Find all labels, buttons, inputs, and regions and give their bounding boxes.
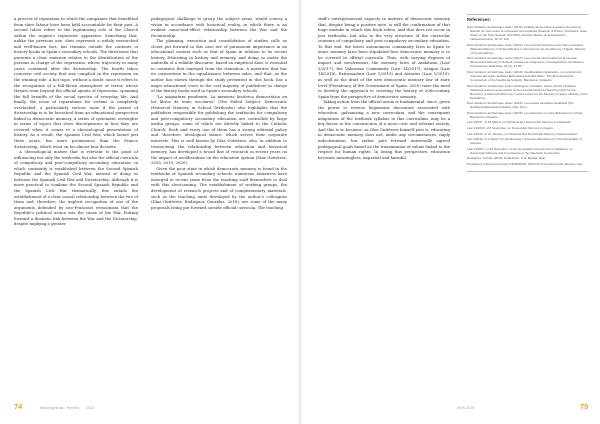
left-page-column-2 bbox=[151, 16, 287, 210]
journal-name: Historiografías / Revista bbox=[40, 406, 79, 410]
paragraph: Taking action from the official arena is fundamental, since, given the power to reverse hegemonic discourses associated with education, galvanising a new curriculum, and the consequent adaptation of the textbook syllabus to this curriculum, may be a key factor in the construction of a more civic and tolerant society. And this is so because, as Díaz Gutiérrez himself puts it, educating in democratic memory does not, under any circumstances, imply indoctrination, but rather puts forward universally agreed pedagogical goals based on the transmission of values linked to the respect for human rights. In losing this perspective, education becomes meaningless, impartial and harmful. bbox=[318, 99, 450, 160]
left-page-column-1 bbox=[14, 16, 138, 227]
reference-item: Díaz Gutiérrez and Enrique Javier (2017). La memoria democrática en la escuela [Democratic Memory in School]. Anuario de Integración. Investigaciones científicas e innovaciones didácticas. 23 (2): 41-50. bbox=[467, 56, 585, 69]
reference-item: Díaz Gutiérrez and Enrique Javier (2020). La educación en crisis [Education in Crisis]. Barcelona: Octaedro. bbox=[467, 110, 584, 119]
paragraph: staff's entrepreneurial capacity in matters of democratic memory that, despite being a positive note, is still the confirmation of that huge mistake in which this book refers, and that does not occur in just textbooks, but also in the very structure of the curricular contents of compulsory and post-compulsory secondary education. To this end, the latest autonomous community laws in Spain to enact memory laws have stipulated how democratic memory is to be covered in official curricula. Thus, with varying degrees of impact and involvement, the memory laws of Andalusia (Law 2/2017), the Valencian Community (Law 14/2017), Aragon (Law 14/2018), Extremadura (Law 1/2019) and Asturias (Law 1/2019), as well as the draft of the new democratic memory law of state level (Presidency of the Government of Spain, 2020) raise the need to develop the approach to covering the history of 20th-century Spain from the perspective of democratic memory. bbox=[318, 16, 450, 99]
right-page bbox=[302, 0, 600, 424]
paragraph: "La asignatura pendiente. La memoria histórica democrática en los libros de texto escolares" (The Failed Subject. Democratic Historical Memory in School Textbooks) also highlights that the publishers responsible for publishing the textbooks for compulsory and post-compulsory secondary education are controlled by large media groups, some of which are directly linked to the Catholic Church. Each and every one of them has a strong editorial policy and, therefore, ideological stance, which serves their corporate interests. This is well known by Díaz Gutiérrez, who, in addition to researching the relationship between education and historical memory, has developed a broad line of research in recent years on the impact of neoliberalism on the education system (Díaz Gutiérrez, 2016, 2019, 2020). bbox=[151, 93, 287, 166]
paragraph: Given the poor state in which democratic memory is found in the textbooks of Spanish secondary schools, numerous initiatives have emerged in recent years from the teaching staff themselves to deal with this shortcoming. The establishment of working groups, the development of research projects and of complementary materials, such as the teaching units developed by the author's colleagues (Díaz Gutiérrez, Rodríguez González, 2018), are some of the many proposals being put forward outside official curricula. The teaching bbox=[151, 165, 287, 210]
reference-item: Law 2/2017, of 28 March, on Historical and Democratic Memory in Andalusia. bbox=[467, 120, 572, 125]
issue-label: 2023 bbox=[86, 406, 94, 410]
reference-item: Law 14/2017, of 10 November, of the Generalitat Government of Catalonia, on Democratic Memory and Coexistence in the Valencian Community. bbox=[467, 146, 573, 155]
reference-item: Díaz Gutiérrez and Enrique Javier (2016). Análisis de los libros escolares de historia. Estudio de caso sobre la propuesta civil española [Analysis of History Textbooks. Case Study on the Post-Spanish Civil War]. Revista Historia de la Educación Latinoamericana, 18, 97-118. bbox=[467, 25, 587, 42]
reference-item: Díaz Gutiérrez and Enrique Javier (2013). La memoria histórica en las libros escolares [Historical Memory in School Books]. Lucha Forums for the Memory of Spain. Ministry of the Presidency. bbox=[467, 42, 586, 55]
references-box bbox=[467, 14, 588, 172]
references-heading: References: bbox=[467, 17, 491, 22]
references-list bbox=[467, 25, 588, 166]
paragraph: a process of reparation in which the companies that benefitted from slave labour have been held accountable for their past. A second taboo refers to the legitimising role of the Church within the regime's repressive apparatus. Something that, unlike the previous one, does represent a widely researched and well-known fact, but remains outside the contents of history books in Spain's secondary schools. The third issue that presents a clear omission relates to the identification of the persons in charge of the repression, whose trajectory in many cases continued after the dictatorship. The fourth taboo concerns civil society that was complicit in the repression on the winning side. A hot topic, without a doubt, since it refers to the recognition of a full-blown atmosphere of terror, whose threats went beyond the official agents of repression, spanning the full breadth of the social spectra of everyday life. And finally, the issue of reparations for victims is completely overlooked, a particularly serious issue if the period of dictatorship is to be broached from an educational perspective linked to democratic memory. A series of systematic oversights in terms of topics that show discrepancies in how they are covered when it comes to a chronological presentation of history. As a result, the Spanish Civil War, which lasted just three years, has more prominence than the Franco dictatorship, which went on for almost four decades. bbox=[14, 16, 139, 149]
reference-item: Díaz Gutiérrez and Enrique Javier, Rodríguez González, Javier (2019). Unidades didácticas para la recuperación de la memoria histórica [Teaching Units for the Recovery of Historical Memory]. Lucha Forums for the Memory of Spain. Ministry of the Presidency. bbox=[467, 83, 588, 100]
page-number-right: 75 bbox=[580, 402, 589, 411]
reference-item: Law 1/2019, of 1 March, for the Recovery of Democratic Memory in the Principality of Asturias. bbox=[467, 137, 582, 146]
reference-item: Presidency of the Government (15/09/2020). Draft bill of the Democratic Memory Law. bbox=[467, 161, 583, 166]
reference-item: Law 1/2019, of 21 January, on Historical and Democratic Memory in Extremadura. bbox=[467, 131, 578, 136]
reference-item: Rodríguez, Antonio (2019). Evaluación: C.N. Madrid, Akal. bbox=[467, 156, 546, 161]
reference-item: Díaz Gutiérrez and Enrique Javier (2019). Neoliberalismo Educativo. La construcción colectiva del sujeto facilitará [Educational Neoliberalism. The Entrepreneurial Construction of the Neoliberal Subject]. Barcelona: Octaedro. bbox=[467, 69, 582, 83]
paragraph: A chronological matter that is relevant to the point of influencing not only the textbooks but also the official curricula of compulsory and post-compulsory secondary education, in which continuity is established between the Second Spanish Republic and the Spanish Civil War, instead of doing so between the Spanish Civil War and Dictatorship. Although it is more practical to combine the Second Spanish Republic and the Spanish Civil War thematically, this entails the establishment of a clear causal relationship between the two of them and, therefore, the implicit recognition of one of the arguments defended by neo-Francoist revisionism that the Republic's political action was the cause of the War. Putting forward a thematic link between the War and the Dictatorship, despite implying a greater bbox=[14, 149, 138, 227]
reference-item: Law 14/2018, of 8 November, on Democratic Memory in Aragon. bbox=[467, 126, 554, 131]
issn-label: ISSN 2018 bbox=[457, 406, 475, 410]
left-page bbox=[0, 0, 298, 424]
reference-item: Díaz Gutiérrez and Enrique Javier (2020). La escuela educativa neoliberal [The Neoliberal Educational Model]. Vigo: Tirso. bbox=[467, 101, 574, 110]
paragraph: The planning, execution and consolidation of studies calls us closer put forward in this case are of paramount importance in an educational context such as that of Spain in relation to its recent history. Educating in history and memory, and doing so under the umbrella of a reliable discourse, based on empirical data, is essential in countries that emerged from the transition. A narrative that has its cornerstone in the equidistance between sides, and that, as the author has shown through the study presented in this book, has a major educational voice in the vast majority of publishers in charge of the history books used in Spain's secondary schools. bbox=[151, 38, 287, 94]
right-page-column-1 bbox=[318, 16, 450, 160]
page-number-left: 74 bbox=[14, 402, 23, 411]
paragraph: pedagogical challenge to group the subject areas, would convey a vision in accordance with historical reality, in which there is an evident cause-and-effect relationship between the War and the Dictatorship. bbox=[151, 16, 287, 38]
